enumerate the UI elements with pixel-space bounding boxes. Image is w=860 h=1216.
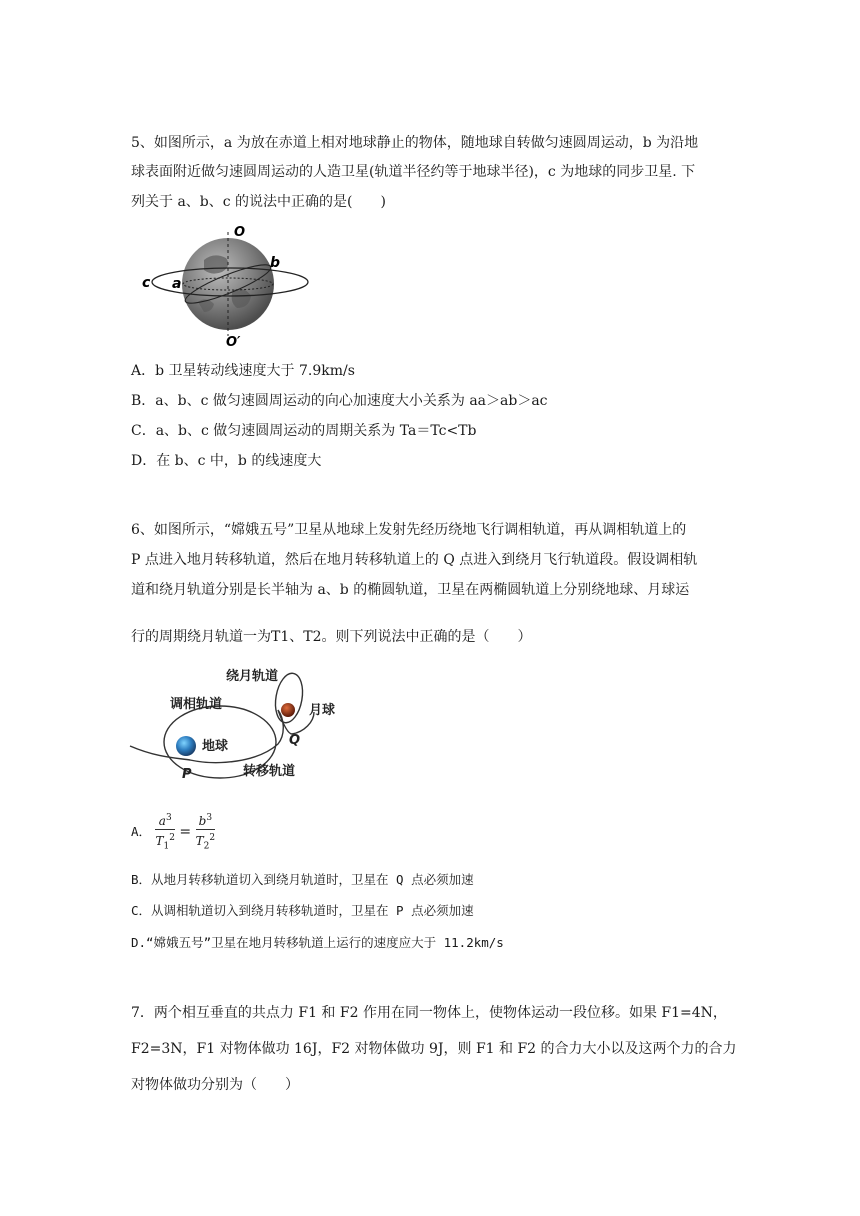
- q5-earth-figure: [138, 220, 318, 348]
- label-c: c: [142, 275, 151, 291]
- label-lunar-orbit: 绕月轨道: [226, 669, 279, 684]
- q5-option-a: A．b 卫星转动线速度大于 7.9km/s: [131, 363, 355, 379]
- q5-line-1: 5、如图所示，a 为放在赤道上相对地球静止的物体，随地球自转做匀速圆周运动，b 为沿地: [131, 135, 699, 151]
- label-O-prime: O′: [226, 335, 241, 348]
- label-a: a: [172, 276, 182, 292]
- q5-option-d: D．在 b、c 中，b 的线速度大: [131, 453, 322, 469]
- label-earth: 地球: [202, 739, 229, 754]
- q5-option-c: C．a、b、c 做匀速圆周运动的周期关系为 Ta＝Tc<Tb: [131, 423, 477, 439]
- q6-option-c: C．从调相轨道切入到绕月转移轨道时，卫星在 P 点必须加速: [131, 903, 474, 918]
- label-transfer-orbit: 转移轨道: [243, 764, 296, 779]
- earth-icon: [176, 736, 196, 756]
- label-P: P: [182, 767, 192, 780]
- label-moon: 月球: [309, 703, 336, 718]
- label-phasing-orbit: 调相轨道: [170, 697, 223, 712]
- label-O: O: [234, 225, 246, 240]
- q7-line-1: 7．两个相互垂直的共点力 F1 和 F2 作用在同一物体上，使物体运动一段位移。如果 F1=4N，: [131, 1005, 727, 1021]
- q7-line-2: F2=3N，F1 对物体做功 16J，F2 对物体做功 9J，则 F1 和 F2 的合力大小以及这两个力的合力: [131, 1041, 737, 1057]
- q6-orbit-figure: [128, 662, 358, 780]
- q6-option-a: A． $\frac{a^3}{T_1^2}$ = $\frac{b^3}{T_2^2}$: [131, 810, 215, 850]
- label-b: b: [270, 255, 281, 271]
- q6-line-3: 道和绕月轨道分别是长半轴为 a、b 的椭圆轨道，卫星在两椭圆轨道上分别绕地球、月球运: [131, 582, 690, 598]
- q5-option-b: B．a、b、c 做匀速圆周运动的向心加速度大小关系为 aa＞ab＞ac: [131, 393, 548, 409]
- q6-option-a-prefix: A．: [131, 824, 152, 840]
- q6-line-4: 行的周期绕月轨道一为T1、T2。则下列说法中正确的是（ ）: [131, 629, 532, 645]
- transfer-orbit: [130, 710, 314, 763]
- moon-icon: [281, 703, 295, 717]
- q5-line-2: 球表面附近做匀速圆周运动的人造卫星(轨道半径约等于地球半径)，c 为地球的同步卫星. 下: [131, 164, 696, 180]
- formula-left: $\frac{a^3}{T_1^2}$: [155, 810, 174, 854]
- q7-line-3: 对物体做功分别为（ ）: [131, 1077, 299, 1093]
- q6-option-b: B．从地月转移轨道切入到绕月轨道时，卫星在 Q 点必须加速: [131, 872, 474, 887]
- q6-line-2: P 点进入地月转移轨道，然后在地月转移轨道上的 Q 点进入到绕月飞行轨道段。假设调相轨: [131, 552, 698, 568]
- label-Q: Q: [289, 733, 301, 748]
- q6-line-1: 6、如图所示，“嫦娥五号”卫星从地球上发射先经历绕地飞行调相轨道，再从调相轨道上的: [131, 522, 687, 538]
- q5-line-3: 列关于 a、b、c 的说法中正确的是( ): [131, 194, 386, 210]
- formula-right: $\frac{b^3}{T_2^2}$: [196, 810, 215, 854]
- q6-option-d: D.“嫦娥五号”卫星在地月转移轨道上运行的速度应大于 11.2km/s: [131, 935, 504, 950]
